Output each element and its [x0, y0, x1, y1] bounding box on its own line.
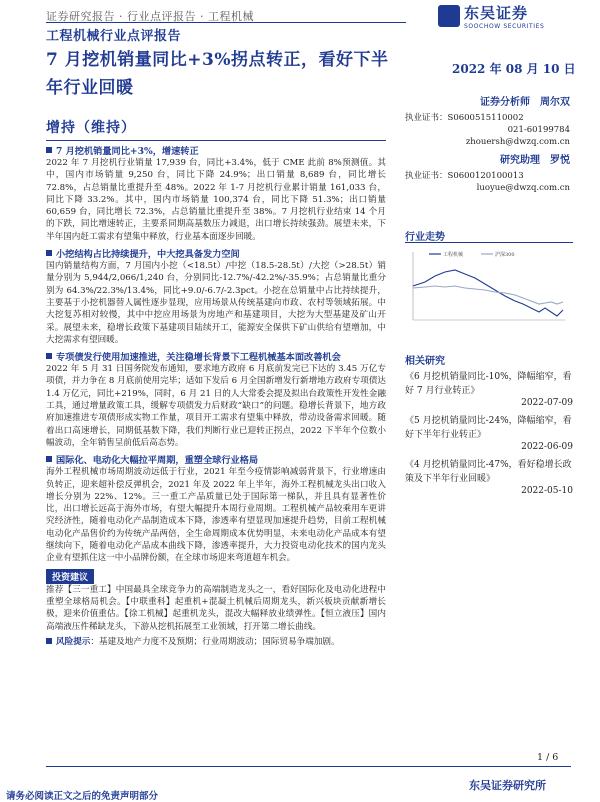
related-item[interactable]	[405, 370, 573, 408]
section-heading: 国际化、电动化大幅拉平周期，重塑全球行业格局	[46, 452, 386, 466]
risk-body: ：基建及地产力度不及预期；行业周期波动；国际贸易争端加剧。	[90, 636, 340, 647]
section-body: 海外工程机械市场周期波动远低于行业，2021 年至今疫情影响减弱背景下，行业增速由负转正，迎来超补偿反弹机会，2021 年及 2022 年上半年，海外工程机械龙头出口收入增长分别为 22%、12%。三一重工产品质量已处于国际第一梯队，并且具有显著性价比，出口增长远高于海外市场，有望大幅提升本周行业周期。工程机械产品较乘用车更讲究经济性，随着电动化产品制造成本下降，渗透率有望显现加速提升趋势，目前工程机械电动化产品售价约为传统产品两倍，全生命周期成本优势明显，未来电动化产品成本有望继续向下，随着电动化产品成本曲线下降，渗透率提升，大力投资电动化技术的国内龙头企业有望抓住这一中小品牌份额，在全球市场迎来弯道超车机会。	[46, 467, 386, 564]
report-title	[46, 46, 446, 102]
related-item-text[interactable]: 《4 月挖机销量同比-47%，看好稳增长政策及下半年行业回暖》	[405, 460, 572, 484]
risk-line	[46, 636, 386, 648]
invest-heading: 投资建议	[46, 569, 94, 584]
trend-title: 行业走势	[405, 232, 445, 243]
analyst-name: 周尔双	[540, 97, 570, 108]
analyst-email: zhouersh@dwzq.com.cn	[465, 137, 570, 147]
related-item-date: 2022-07-09	[521, 398, 573, 408]
bullet-square-icon	[46, 638, 52, 644]
assistant-email: luoyue@dwzq.com.cn	[476, 183, 570, 193]
section-body: 2022 年 7 月挖机行业销量 17,939 台，同比+3.4%，低于 CME 此前 8%预测值。其中，国内市场销量 9,250 台，同比下降 24.9%；出口销量 8,689 台，同比增长 72.8%，占总销量比重提升至 48%。2022 年 1-7 月挖机行业累计销量 161,033 台，同比下降 33.2%。其中，国内市场销量 100,374 台，同比下降 51.3%；出口销量 60,659 台，同比增长 72.3%，占总销量比重提升至 38%。7 月挖机行业结束 14 个月的下跌，同比增速转正，主要系同期高基数压力减退，出口增长持续强劲。展望未来，下半年国内赶工需求有望集中释放，行业基本面逐步回暖。	[46, 158, 386, 242]
logo	[438, 2, 544, 30]
section-heading: 7 月挖机销量同比+3%，增速转正	[46, 143, 386, 157]
breadcrumb: 证券研究报告 · 行业点评报告 · 工程机械	[46, 10, 254, 23]
assistant-cert: 执业证书：S0600120100013	[405, 171, 524, 181]
invest-body: 推荐【三一重工】中国最具全球竞争力的高端制造龙头之一，看好国际化及电动化进程中重塑全球格局机会。【中联重科】起重机+混凝土机械后周期龙头，新兴板块贡献新增长极，迎来价值重估。【徐工机械】起重机龙头，混改大幅释放业绩弹性。【恒立液压】国内高端液压件稀缺龙头，下游从挖机拓展至工业领域，打开第二增长曲线。	[46, 584, 386, 632]
bullet-square-icon	[46, 353, 52, 359]
trend-line-industry	[413, 270, 563, 316]
analyst-block	[405, 93, 570, 193]
related-list	[405, 366, 573, 496]
legend-label-2: 沪深300	[495, 252, 515, 258]
assistant-name: 罗悦	[550, 155, 570, 166]
rating: 增持（维持）	[46, 120, 136, 136]
trend-line-hs300	[413, 286, 563, 304]
risk-heading: 风险提示	[56, 636, 91, 647]
trend-divider	[405, 242, 573, 243]
legend-label-1: 工程机械	[443, 252, 464, 258]
report-category: 工程机械行业点评报告	[46, 29, 182, 44]
related-item[interactable]	[405, 458, 573, 496]
section-heading: 专项债发行使用加速推进，关注稳增长背景下工程机械基本面改善机会	[46, 349, 386, 363]
logo-text-en: SOOCHOW SECURITIES	[464, 23, 545, 30]
page-number: 1 / 6	[537, 752, 559, 763]
related-item-text[interactable]: 《5 月挖机销量同比-24%，降幅缩窄，看好下半年行业转正》	[405, 416, 572, 440]
trend-chart	[405, 246, 573, 328]
bullet-square-icon	[46, 147, 52, 153]
analyst-role: 证券分析师	[480, 97, 530, 108]
section-body: 2022 年 5 月 31 日国务院发布通知，要求地方政府 6 月底前发完已下达的 3.45 万亿专项债，并力争在 8 月底前使用完毕；适如下发后 6 月全国新增发行新增地方政府专项债达 1.4 万亿元，同比+219%，同时，6 月 21 日的人大常委会提及拟出台政策性开发性金融工具，通过增量政策工具，缓解专项债发力后财政“缺口”的问题。稳增长背景下，地方政府加速推进专项债形成实物工作量，项目开工需求有望集中释放，带动设备需求回暖。随着出口高速增长，同期低基数下降，我们判断行业已迎转正拐点，2022 下半年个位数小幅波动，全年销售呈前低后高态势。	[46, 364, 386, 448]
title-line-1: 7 月挖机销量同比+3%拐点转正，看好下半	[46, 50, 389, 70]
related-item-date: 2022-06-09	[521, 442, 573, 452]
analyst-phone: 021-60199784	[507, 125, 570, 135]
analyst-cert: 执业证书：S0600515110002	[405, 113, 524, 123]
header-divider	[46, 22, 406, 23]
logo-text-cn: 东吴证券	[464, 4, 529, 22]
footer-org: 东吴证券研究所	[469, 779, 546, 792]
related-item-date: 2022-05-10	[521, 486, 573, 496]
body-divider	[46, 140, 386, 141]
bullet-square-icon	[46, 456, 52, 462]
related-item-text[interactable]: 《6 月挖机销量同比-10%，降幅缩窄，看好 7 月行业转正》	[405, 372, 572, 396]
title-line-2: 年行业回暖	[46, 78, 134, 98]
related-title: 相关研究	[405, 356, 445, 367]
bullet-square-icon	[46, 250, 52, 256]
footer-divider	[46, 766, 571, 767]
section-body: 国内销量结构方面，7 月国内小挖（<18.5t）/中挖（18.5-28.5t）/大挖（>28.5t）销量分别为 5,944/2,066/1,240 台，分别同比-12.7%/-42.2%/-35.9%；占总销量比重分别为 64.3%/22.3%/13.4%，同比+9.0/-6.7/-2.3pct。小挖在总销量中占比持续提升，主要基于小挖机器替人属性逐步显现，应用场景从传统基建向市政、农村等领域拓展。中大挖复苏相对较慢，其中中挖应用场景为房地产和基建项目，大挖为大型基建及矿山开采。展望未来，稳增长政策下基建项目陆续开工，能源安全保供下矿山供给有望增加，中大挖需求有望回暖。	[46, 261, 386, 345]
disclaimer: 请务必阅读正文之后的免责声明部分	[6, 791, 159, 802]
related-item[interactable]	[405, 414, 573, 452]
report-date: 2022 年 08 月 10 日	[452, 62, 576, 76]
logo-icon	[438, 5, 460, 27]
report-body	[46, 143, 386, 648]
section-heading: 小挖结构占比持续提升，中大挖具备发力空间	[46, 246, 386, 260]
assistant-role: 研究助理	[500, 155, 540, 166]
